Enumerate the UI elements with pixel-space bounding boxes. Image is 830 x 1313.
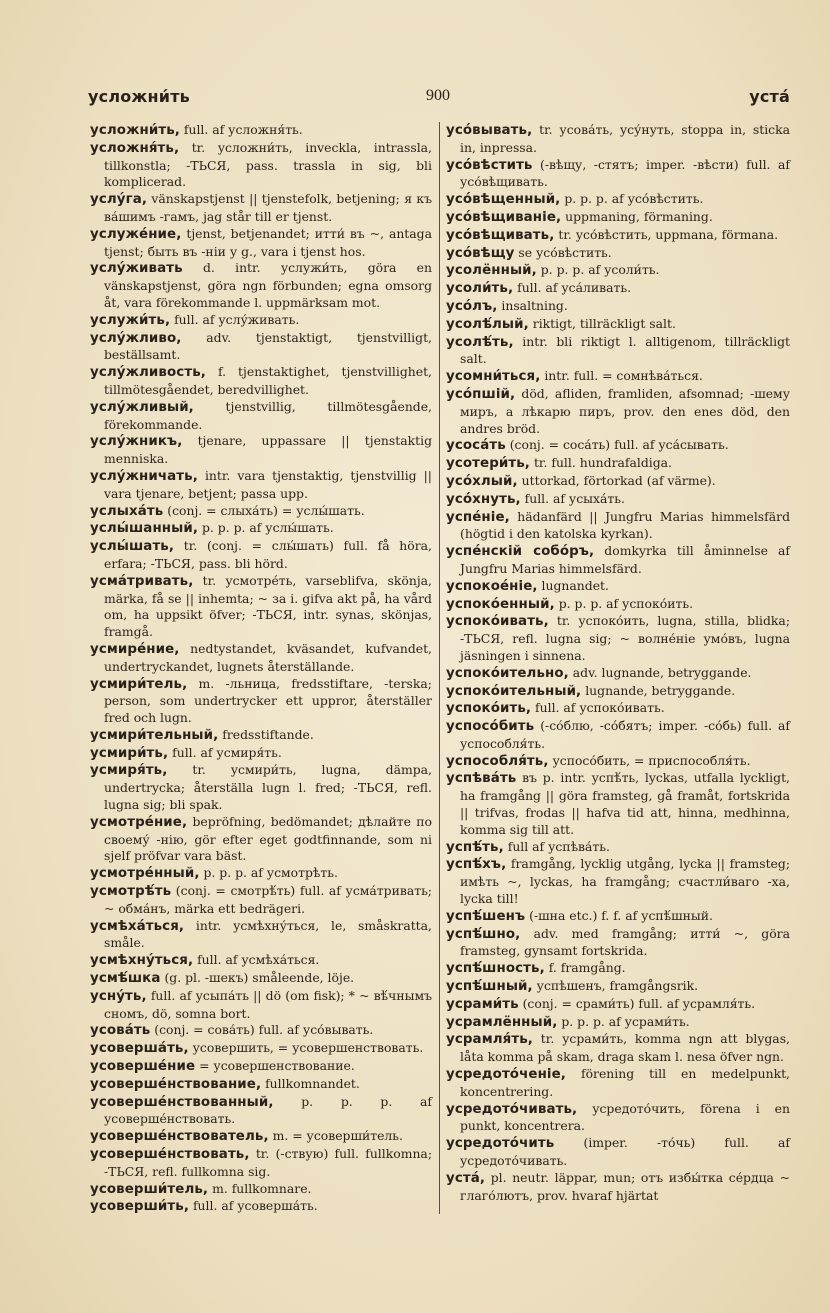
dictionary-entry [446, 491, 790, 509]
entry-headword: усредото́чивать, [446, 1101, 578, 1117]
entry-headword: услужи́ть, [90, 312, 171, 328]
entry-headword: усоверше́ние [90, 1059, 196, 1075]
dictionary-entry [90, 883, 432, 918]
dictionary-entry [90, 1146, 432, 1181]
entry-definition: (conj. = соса́ть) full. af уса́сывать. [505, 437, 729, 453]
entry-headword: усомни́ться, [446, 369, 541, 385]
entry-headword: усну́ть, [90, 988, 147, 1004]
entry-headword: услуже́ние, [90, 226, 182, 242]
dictionary-entry [446, 908, 790, 926]
entry-headword: усмири́тель, [90, 676, 188, 692]
entry-headword: усмири́тельный, [90, 727, 219, 743]
left-column [90, 122, 432, 1216]
entry-definition: tr. усмотре́ть, varseblifva, skönja, märka, få se || inhemta; ~ за i. gifva akt på, ha vård om, ha uppsikt öfver; -ТЬСЯ, intr. synas, skönjas, framgå. [104, 572, 432, 640]
dictionary-entry [446, 665, 790, 683]
dictionary-entry [90, 399, 432, 434]
entry-definition: bepröfning, bedömandet; дѣлайте по своему́ -нiю, gör efter eget godtfinnande, som ni sjelf pröfvar vara bäst. [104, 813, 432, 864]
entry-headword: успѣ́шно, [446, 926, 521, 942]
entry-definition: (conj. = сова́ть) full. af усо́вывать. [150, 1022, 374, 1038]
dictionary-entry [90, 865, 432, 883]
dictionary-entry [446, 1031, 790, 1066]
entry-definition: p. p. p. af усрами́ть. [557, 1013, 690, 1029]
entry-headword: усмѣха́ться, [90, 918, 185, 934]
entry-headword: уста́, [446, 1170, 486, 1186]
entry-definition: insaltning. [497, 297, 568, 313]
dictionary-entry [90, 520, 432, 538]
dictionary-entry [446, 191, 790, 209]
entry-headword: услу́жливо, [90, 330, 182, 346]
dictionary-entry [90, 676, 432, 727]
dictionary-entry [90, 330, 432, 365]
entry-headword: усмиря́ть, [90, 763, 168, 779]
dictionary-entry [446, 960, 790, 978]
entry-headword: усмире́ние, [90, 641, 180, 657]
dictionary-entry [446, 718, 790, 753]
dictionary-entry [90, 952, 432, 970]
entry-definition: full. af усыпа́ть || dö (om fisk); * ~ вѣ́чнымъ сномъ, dö, somna bort. [104, 987, 432, 1021]
entry-definition: p. p. p. af успоко́ить. [554, 595, 694, 611]
entry-headword: усрамля́ть, [446, 1032, 533, 1048]
entry-headword: успѣва́ть [446, 771, 517, 787]
entry-definition: intr. full. = сомнѣва́ться. [540, 368, 703, 384]
entry-definition: full. af уса́ливать. [513, 280, 632, 296]
dictionary-entry [90, 762, 432, 813]
dictionary-entry [90, 1040, 432, 1058]
dictionary-entry [446, 613, 790, 664]
dictionary-entry [446, 245, 790, 263]
entry-definition: f. framgång. [544, 960, 626, 976]
entry-headword: усмотре́ние, [90, 814, 188, 830]
entry-headword: услу́живать [90, 261, 183, 277]
entry-definition: fullkomnandet. [261, 1075, 360, 1091]
entry-definition: tr. усложни́ть, inveckla, intrassla, tillkonstla; -ТЬСЯ, pass. trassla in sig, bli komplicerad. [104, 139, 432, 190]
entry-definition: успосо́бить, = приспособля́ть. [548, 752, 751, 768]
entry-definition: tr. усо́вѣстить, uppmana, förmana. [554, 226, 779, 242]
entry-headword: усмотрѣ́ть [90, 884, 172, 900]
page-header [88, 87, 790, 111]
entry-definition: adv. lugnande, betryggande. [568, 664, 752, 680]
dictionary-entry [90, 191, 432, 226]
dictionary-entry [90, 1181, 432, 1199]
entry-definition: uppmaning, förmaning. [561, 208, 713, 224]
entry-definition: full. af успоко́ивать. [531, 700, 665, 716]
dictionary-entry [446, 473, 790, 491]
entry-headword: усова́ть [90, 1023, 151, 1039]
entry-definition: tr. усова́ть, усу́нуть, stoppa in, sticka in, inpressa. [460, 122, 790, 155]
entry-headword: усо́лъ, [446, 298, 498, 314]
entry-headword: усмѣ́шка [90, 971, 161, 987]
entry-headword: успѣ́шный, [446, 979, 533, 995]
entry-headword: усолённый, [446, 263, 537, 279]
header-left-headword: усложни́ть [88, 87, 191, 106]
dictionary-entry [90, 1022, 432, 1040]
dictionary-entry [446, 543, 790, 578]
entry-definition: full. af усмиря́ть. [168, 744, 282, 760]
dictionary-entry [446, 316, 790, 334]
entry-headword: усоверша́ть, [90, 1041, 189, 1057]
entry-headword: усо́вѣщенный, [446, 192, 561, 208]
entry-definition: (imper. -то́чь) full. af усредото́чивать. [460, 1135, 790, 1169]
dictionary-entry [446, 227, 790, 245]
dictionary-entry [90, 1076, 432, 1094]
entry-headword: услу́га, [90, 192, 148, 208]
entry-definition: tjenare, uppassare || tjenstaktig menniska. [104, 433, 432, 467]
dictionary-entry [90, 468, 432, 503]
entry-definition: tjenst, betjenandet; итти́ въ ~, antaga tjenst; быть въ -нiи у g., vara i tjenst hos. [104, 225, 432, 259]
dictionary-entry [446, 368, 790, 386]
dictionary-entry [446, 386, 790, 437]
dictionary-entry [446, 753, 790, 771]
right-column [446, 122, 790, 1204]
entry-definition: (conj. = смотрѣ́ть) full. af усма́тривать; ~ обма́нъ, märka ett bedrägeri. [104, 883, 432, 916]
entry-headword: успоко́енный, [446, 596, 555, 612]
entry-definition: (g. pl. -шекъ) småleende, löje. [160, 970, 355, 986]
dictionary-entry [90, 1058, 432, 1076]
entry-headword: услу́жникъ, [90, 434, 183, 450]
entry-headword: успе́нiе, [446, 509, 510, 525]
entry-headword: усредото́чить [446, 1136, 555, 1152]
entry-headword: усоверши́тель, [90, 1181, 209, 1197]
dictionary-entry [90, 364, 432, 399]
dictionary-entry [446, 996, 790, 1014]
dictionary-entry [90, 538, 432, 573]
entry-headword: усрами́ть [446, 996, 519, 1012]
entry-headword: усоверше́нствовать, [90, 1147, 250, 1163]
dictionary-entry [446, 839, 790, 857]
dictionary-entry [90, 745, 432, 763]
dictionary-entry [446, 770, 790, 838]
entry-definition: m. -льница, fredsstiftare, -terska; person, som undertrycker ett uppror, återställer fred och lugn. [104, 675, 432, 726]
entry-definition: full. af усмѣха́ться. [193, 952, 320, 968]
dictionary-entry [446, 509, 790, 544]
dictionary-entry [446, 700, 790, 718]
dictionary-entry [90, 970, 432, 988]
entry-headword: успокое́нiе, [446, 578, 538, 594]
entry-headword: успоко́ивать, [446, 614, 549, 630]
entry-definition: (-вѣщу, -стятъ; imper. -вѣсти) full. af усо́вѣщивать. [460, 156, 790, 190]
entry-definition: pl. neutr. läppar, mun; отъ избы́тка се́рдца ~ глаго́лютъ, prov. hvaraf hjärtat [460, 1169, 790, 1203]
entry-definition: uttorkad, förtorkad (af värme). [517, 472, 716, 488]
dictionary-entry [446, 683, 790, 701]
entry-definition: vänskapstjenst || tjenstefolk, betjening; я къ ва́шимъ -гамъ, jag står till er tjenst. [104, 191, 432, 224]
entry-definition: förening till en medelpunkt, koncentrering. [460, 1066, 790, 1099]
entry-definition: riktigt, tillräckligt salt. [528, 315, 676, 331]
dictionary-entry [446, 1066, 790, 1101]
entry-headword: успѣ́ть, [446, 839, 504, 855]
entry-headword: усмотре́нный, [90, 866, 200, 882]
dictionary-entry [90, 814, 432, 865]
entry-definition: full af успѣва́ть. [503, 838, 610, 854]
dictionary-entry [90, 140, 432, 191]
entry-headword: успѣ́шность, [446, 961, 545, 977]
entry-headword: усо́вѣщиванiе, [446, 209, 562, 225]
entry-definition: tr. (-ствую) full. fullkomna; -ТЬСЯ, refl. fullkomna sig. [104, 1146, 432, 1179]
entry-definition: lugnandet. [537, 577, 609, 593]
dictionary-entry [90, 433, 432, 468]
entry-headword: усоверше́нствованный, [90, 1094, 274, 1110]
dictionary-entry [446, 1170, 790, 1205]
entry-headword: усоверше́нствование, [90, 1076, 262, 1092]
entry-headword: усрамлённый, [446, 1014, 558, 1030]
dictionary-entry [90, 1094, 432, 1129]
entry-definition: p. p. p. af усоли́ть. [536, 262, 660, 278]
entry-headword: усо́пшiй, [446, 386, 516, 402]
dictionary-entry [446, 280, 790, 298]
entry-headword: усотери́ть, [446, 456, 530, 472]
entry-definition: tjenstvillig, tillmötesgående, förekommande. [104, 398, 432, 432]
entry-definition: (-шна etc.) f. f. af успѣ́шный. [525, 907, 713, 923]
dictionary-entry [446, 578, 790, 596]
entry-definition: adv. tjenstaktigt, tjenstvilligt, beställsamt. [104, 329, 432, 363]
dictionary-entry [446, 926, 790, 961]
entry-definition: intr. vara tjenstaktig, tjenstvillig || vara tjenare, betjent; passa upp. [104, 467, 432, 501]
entry-headword: успосо́бить [446, 719, 535, 735]
entry-headword: усложни́ть, [90, 123, 180, 138]
entry-headword: услыха́ть [90, 503, 164, 519]
column-divider [439, 122, 440, 1214]
entry-headword: услы́шать, [90, 539, 175, 555]
entry-definition: domkyrka till åminnelse af Jungfru Marias himmelsfärd. [460, 543, 790, 576]
entry-headword: усоса́ть [446, 438, 506, 454]
entry-definition: = усовершенствование. [195, 1058, 355, 1074]
entry-definition: tr. усмири́ть, lugna, dämpa, undertrycka; återställa lugn l. fred; -ТЬСЯ, refl. lugna sig; bli spak. [104, 762, 432, 813]
entry-definition: p. p. p. af усоверше́нствовать. [104, 1093, 432, 1127]
dictionary-entry [446, 262, 790, 280]
dictionary-entry [446, 298, 790, 316]
dictionary-entry [446, 596, 790, 614]
dictionary-entry [446, 334, 790, 369]
entry-headword: услу́жливый, [90, 399, 194, 415]
dictionary-entry [90, 312, 432, 330]
entry-definition: fredsstiftande. [218, 726, 314, 742]
entry-headword: успоко́ить, [446, 701, 532, 717]
entry-headword: усо́вѣщивать, [446, 227, 555, 243]
entry-definition: успѣшенъ, framgångsrik. [532, 978, 699, 994]
entry-headword: услу́жничать, [90, 468, 198, 484]
dictionary-entry [90, 573, 432, 641]
entry-headword: усоли́ть, [446, 281, 514, 297]
entry-definition: tr. усрами́ть, komma ngn att blygas, låta komma på skam, draga skam l. nesa öfver ngn. [460, 1031, 790, 1065]
entry-definition: усредото́чить, förena i en punkt, koncentrera. [460, 1100, 790, 1134]
entry-definition: adv. med framgång; итти́ ~, göra framsteg, gynsamt fortskrida. [460, 925, 790, 959]
dictionary-entry [446, 157, 790, 192]
dictionary-entry [90, 503, 432, 521]
entry-definition: (conj. = срами́ть) full. af усрамля́ть. [518, 995, 756, 1011]
entry-definition: lugnande, betryggande. [581, 682, 736, 698]
dictionary-entry [446, 856, 790, 907]
entry-definition: intr. усмѣхну́ться, le, småskratta, småle. [104, 917, 432, 951]
page-number: 900 [426, 87, 450, 104]
entry-definition: tr. (conj. = слы́шать) full. få höra, erfara; -ТЬСЯ, pass. bli hörd. [104, 538, 432, 571]
entry-headword: усма́тривать, [90, 573, 194, 589]
entry-headword: усо́вѣстить [446, 157, 533, 173]
dictionary-entry [90, 641, 432, 676]
dictionary-entry [90, 122, 432, 140]
entry-definition: tr. full. hundrafaldiga. [530, 455, 672, 471]
dictionary-entry [446, 1135, 790, 1170]
entry-headword: успе́нскiй собо́ръ, [446, 544, 595, 560]
entry-definition: d. intr. услужи́ть, göra en vänskapstjenst, göra ngn förbunden; egna omsorg åt, vara förekommande l. uppmärksam mot. [104, 260, 432, 310]
entry-definition: p. p. p. af услы́шать. [198, 520, 334, 536]
entry-headword: усоверши́ть, [90, 1199, 190, 1215]
entry-headword: усо́хнуть, [446, 491, 521, 507]
entry-definition: p. p. p. af усо́вѣстить. [560, 191, 704, 207]
entry-headword: успособля́ть, [446, 753, 549, 769]
entry-definition: усовершить, = усовершенствовать. [188, 1040, 424, 1056]
dictionary-entry [446, 209, 790, 227]
entry-headword: усмири́ть, [90, 745, 169, 761]
entry-headword: успоко́ительно, [446, 665, 569, 681]
entry-definition: tr. успоко́ить, lugna, stilla, blidka; -ТЬСЯ, refl. lugna sig; ~ волне́нiе умо́въ, lugna jäsningen i sinnena. [460, 613, 790, 663]
entry-headword: успѣ́шенъ [446, 908, 526, 924]
entry-definition: se усо́вѣстить. [514, 244, 612, 260]
entry-headword: услы́шанный, [90, 521, 199, 537]
entry-definition: full. af усоверша́ть. [189, 1198, 318, 1214]
entry-definition: intr. bli riktigt l. alltigenom, tillräckligt salt. [460, 333, 790, 367]
dictionary-entry [90, 918, 432, 953]
dictionary-entry [90, 226, 432, 261]
dictionary-entry [446, 1101, 790, 1136]
entry-definition: full. af усыха́ть. [520, 490, 625, 506]
entry-definition: full. af усложня́ть. [179, 122, 303, 137]
dictionary-entry [446, 455, 790, 473]
entry-definition: (-со́блю, -со́бятъ; imper. -со́бь) full. af успособля́ть. [460, 718, 790, 751]
entry-definition: nedtystandet, kväsandet, kufvandet, undertryckandet, lugnets återställande. [104, 640, 432, 674]
entry-headword: усмѣхну́ться, [90, 953, 194, 969]
dictionary-entry [446, 978, 790, 996]
dictionary-entry [446, 122, 790, 157]
entry-definition: död, afliden, framliden, afsomnad; -шему миръ, а лѣкарю пиръ, prov. den enes död, den andres bröd. [460, 385, 790, 436]
entry-headword: усредото́ченiе, [446, 1067, 566, 1083]
entry-headword: усо́хлый, [446, 473, 518, 489]
entry-headword: усолѣ́лый, [446, 316, 529, 332]
dictionary-entry [90, 988, 432, 1023]
dictionary-entry [90, 260, 432, 311]
dictionary-entry [446, 437, 790, 455]
entry-definition: m. = усоверши́тель. [268, 1128, 403, 1144]
entry-headword: усоверше́нствователь, [90, 1129, 269, 1145]
entry-definition: въ p. intr. успѣ́ть, lyckas, utfalla lyckligt, ha framgång || göra framsteg, gå framåt, fortskrida || trifvas, frodas || hafva tid att, hinna, medhinna, komma sig till att. [460, 770, 790, 837]
entry-headword: усо́вѣщу [446, 245, 515, 261]
entry-headword: усложня́ть, [90, 140, 180, 156]
entry-headword: усолѣ́ть, [446, 334, 514, 350]
entry-headword: услу́жливость, [90, 365, 206, 381]
entry-definition: m. fullkomnare. [208, 1180, 312, 1196]
dictionary-entry [90, 1128, 432, 1146]
dictionary-entry [446, 1014, 790, 1032]
entry-headword: усо́вывать, [446, 123, 533, 138]
entry-definition: f. tjenstaktighet, tjenstvillighet, tillmötesgåendet, beredvillighet. [104, 364, 432, 397]
header-right-headword: уста́ [749, 87, 790, 106]
dictionary-entry [90, 1198, 432, 1216]
entry-definition: framgång, lycklig utgång, lycka || framsteg; имѣть ~, lyckas, ha framgång; счастли́ваго -ха, lycka till! [460, 856, 790, 907]
dictionary-entry [90, 727, 432, 745]
entry-definition: hädanfärd || Jungfru Marias himmelsfärd (högtid i den katolska kyrkan). [460, 508, 790, 542]
entry-definition: (conj. = слыха́ть) = услы́шать. [163, 502, 365, 518]
entry-headword: успоко́ительный, [446, 683, 582, 699]
entry-definition: p. p. p. af усмотрѣть. [199, 865, 338, 881]
entry-definition: full. af услу́живать. [170, 311, 300, 327]
entry-headword: успѣ́хъ, [446, 857, 507, 873]
